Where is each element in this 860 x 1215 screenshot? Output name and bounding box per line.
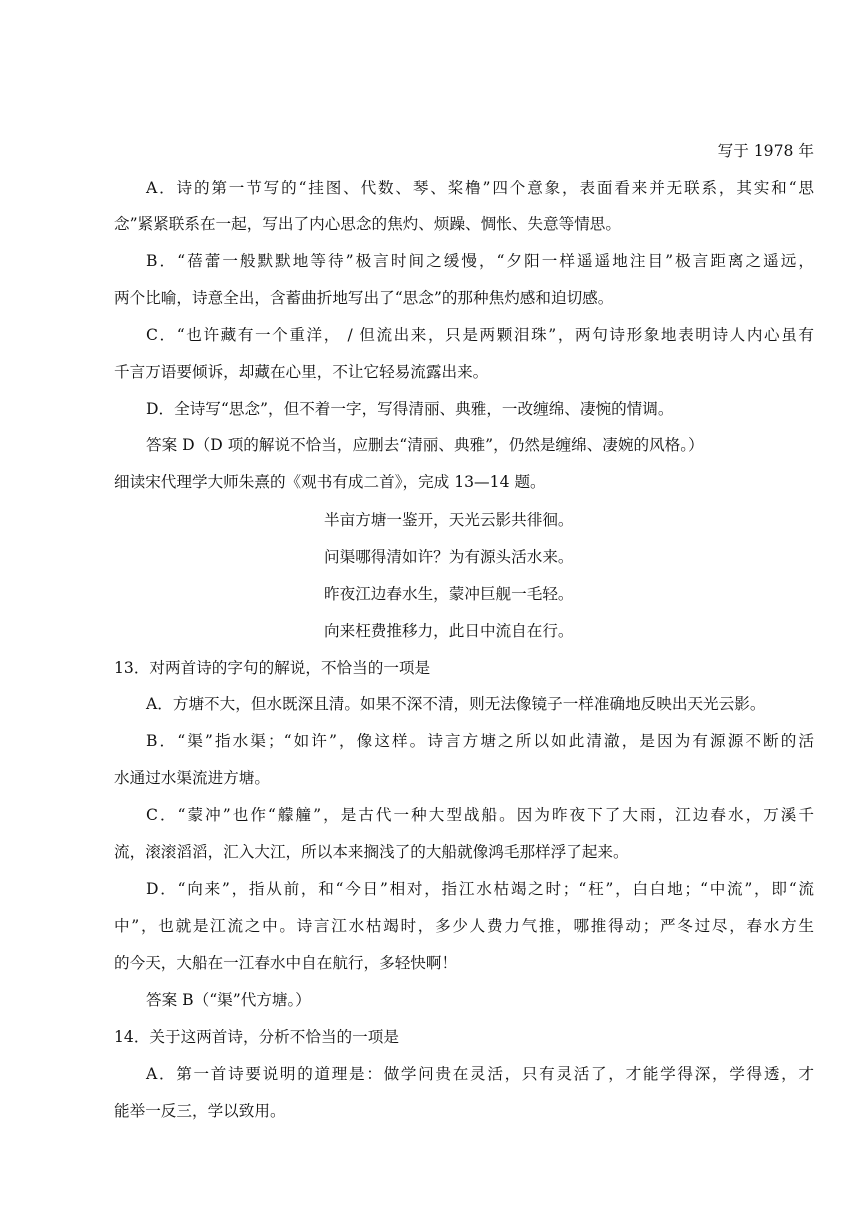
q14-option-a-line2: 能举一反三，学以致用。 (114, 1102, 286, 1120)
q14-stem: 14．关于这两首诗，分析不恰当的一项是 (114, 1028, 399, 1046)
poem-line-1: 半亩方塘一鉴开，天光云影共徘徊。 (324, 511, 574, 529)
q13-option-c-line1: C．“蒙冲”也作“艨艟”，是古代一种大型战船。因为昨夜下了大雨，江边春水，万溪千 (146, 806, 814, 824)
q13-stem: 13．对两首诗的字句的解说，不恰当的一项是 (114, 659, 431, 677)
q13-option-b-line1: B．“渠”指水渠；“如许”，像这样。诗言方塘之所以如此清澈，是因为有源源不断的活 (146, 732, 814, 750)
q13-option-b-line2: 水通过水渠流进方塘。 (114, 769, 270, 787)
q12-option-d-line1: D．全诗写“思念”，但不着一字，写得清丽、典雅，一改缠绵、凄惋的情调。 (146, 400, 674, 418)
q12-option-c-line1: C．“也许藏有一个重洋， / 但流出来，只是两颗泪珠”，两句诗形象地表明诗人内心虽有 (146, 326, 814, 344)
poem-line-2: 问渠哪得清如许？为有源头活水来。 (324, 548, 574, 566)
q13-option-d-line1: D．“向来”，指从前，和“今日”相对，指江水枯竭之时；“枉”，白白地；“中流”，即“流 (146, 880, 814, 898)
q12-option-b-line1: B．“蓓蕾一般默默地等待”极言时间之缓慢，“夕阳一样遥遥地注目”极言距离之遥远， (146, 252, 814, 270)
q12-option-a-line2: 念”紧紧联系在一起，写出了内心思念的焦灼、烦躁、惆怅、失意等情思。 (114, 215, 621, 233)
q12-option-a-line1: A．诗的第一节写的“挂图、代数、琴、桨橹”四个意象，表面看来并无联系，其实和“思 (146, 179, 814, 197)
q12-answer: 答案 D（D 项的解说不恰当，应删去“清丽、典雅”，仍然是缠绵、凄婉的风格。） (146, 436, 704, 454)
q12-option-b-line2: 两个比喻，诗意全出，含蓄曲折地写出了“思念”的那种焦灼感和迫切感。 (114, 289, 614, 307)
q13-option-a-line1: A．方塘不大，但水既深且清。如果不深不清，则无法像镜子一样准确地反映出天光云影。 (146, 695, 766, 713)
q13-option-c-line2: 流，滚滚滔滔，汇入大江，所以本来搁浅了的大船就像鸿毛那样浮了起来。 (114, 843, 629, 861)
poem-line-4: 向来枉费推移力，此日中流自在行。 (324, 622, 574, 640)
q13-option-d-line3: 的今天，大船在一江春水中自在航行，多轻快啊！ (114, 954, 458, 972)
q13-option-d-line2: 中”，也就是江流之中。诗言江水枯竭时，多少人费力气推，哪推得动；严冬过尽，春水方生 (114, 917, 814, 935)
q12-option-c-line2: 千言万语要倾诉，却藏在心里，不让它轻易流露出来。 (114, 363, 489, 381)
date-line: 写于 1978 年 (717, 142, 814, 160)
poem-intro: 细读宋代理学大师朱熹的《观书有成二首》，完成 13—14 题。 (114, 473, 546, 491)
poem-line-3: 昨夜江边春水生，蒙冲巨舰一毛轻。 (324, 585, 574, 603)
q14-option-a-line1: A．第一首诗要说明的道理是：做学问贵在灵活，只有灵活了，才能学得深，学得透，才 (146, 1065, 814, 1083)
q13-answer: 答案 B（“渠”代方塘。） (146, 991, 311, 1009)
